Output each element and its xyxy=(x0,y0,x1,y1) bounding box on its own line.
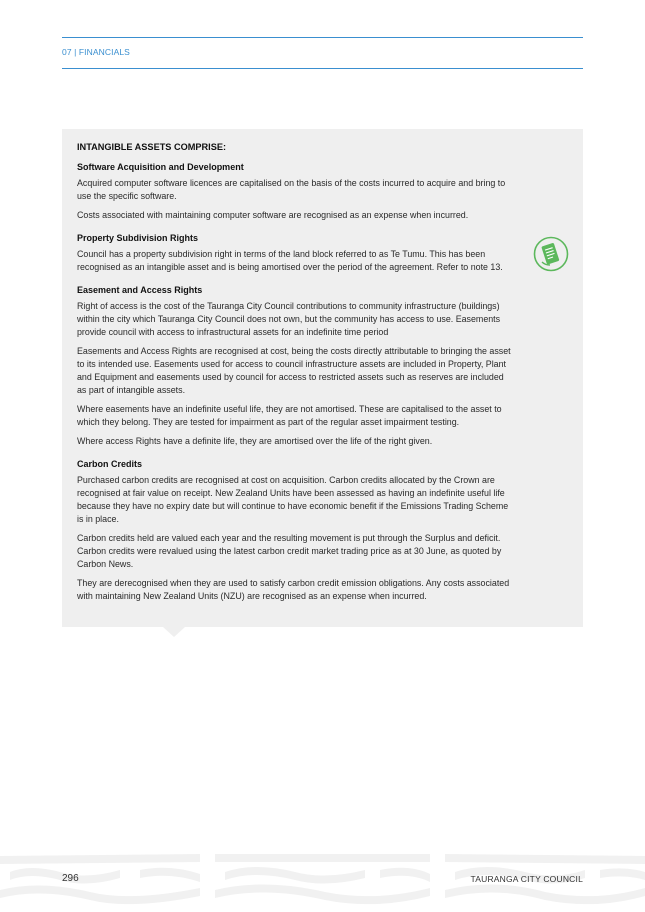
section-title-carbon: Carbon Credits xyxy=(77,459,143,469)
info-panel-content xyxy=(77,140,513,609)
paragraph: Council has a property subdivision right in terms of the land block referred to as Te Tumu. This has been recognised as an intangible asset and is being amortised over the period of the agreement. Refer to note 13. xyxy=(77,249,503,272)
paragraph: Where access Rights have a definite life, they are amortised over the life of the right given. xyxy=(77,436,433,446)
paragraph: Where easements have an indefinite useful life, they are not amortised. These are capitalised to the asset to which they belong. They are tested for impairment as part of the regular asset impairment testing. xyxy=(77,404,502,427)
paragraph: Costs associated with maintaining computer software are recognised as an expense when incurred. xyxy=(77,210,469,220)
page-number: 296 xyxy=(62,873,79,884)
info-panel-pointer xyxy=(163,627,185,637)
panel-heading: INTANGIBLE ASSETS COMPRISE: xyxy=(77,142,227,152)
section-title-software: Software Acquisition and Development xyxy=(77,162,244,172)
section-title-property: Property Subdivision Rights xyxy=(77,233,199,243)
paragraph: Easements and Access Rights are recognised at cost, being the costs directly attributable to bringing the asset to its intended use. Easements used for access to council infrastructure assets are included in Property, Plant and Equipment and easements used by council for access to restricted assets such as reserves are included as part of intangible assets. xyxy=(77,346,511,395)
paragraph: Carbon credits held are valued each year and the resulting movement is put through the Surplus and deficit. Carbon credits were revalued using the latest carbon credit market trading price as at 30 June, as quoted by Carbon News. xyxy=(77,533,502,569)
paragraph: They are derecognised when they are used to satisfy carbon credit emission obligations. Any costs associated with maintaining New Zealand Units (NZU) are recognised as an expense when incurred. xyxy=(77,578,510,601)
header-bottom-rule xyxy=(62,68,583,69)
document-icon xyxy=(533,236,569,272)
section-label: 07 | FINANCIALS xyxy=(62,47,130,57)
organisation-name: TAURANGA CITY COUNCIL xyxy=(470,874,583,884)
header-top-rule xyxy=(62,37,583,38)
paragraph: Purchased carbon credits are recognised at cost on acquisition. Carbon credits allocated by the Crown are recognised at fair value on receipt. New Zealand Units have been assessed as having an indefinite useful life because they have no expiry date but will continue to have economic benefit if the Emissions Trading Scheme is in place. xyxy=(77,475,509,524)
paragraph: Right of access is the cost of the Tauranga City Council contributions to community infrastructure (buildings) within the city which Tauranga City Council does not own, but the community has access to use. Easements provide council with access to infrastructural assets for an indefinite time period xyxy=(77,301,501,337)
section-title-easement: Easement and Access Rights xyxy=(77,285,203,295)
paragraph: Acquired computer software licences are capitalised on the basis of the costs incurred to acquire and bring to use the specific software. xyxy=(77,178,506,201)
